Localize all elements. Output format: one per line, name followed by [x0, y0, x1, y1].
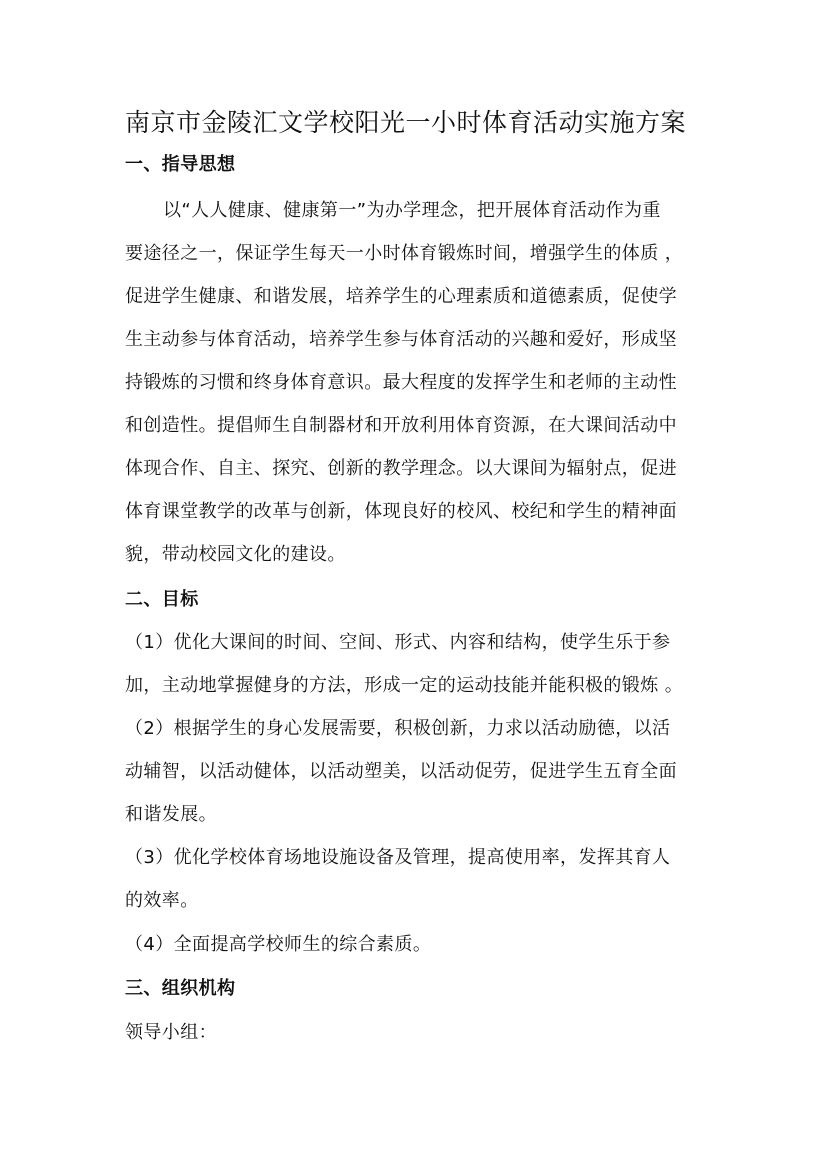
paragraph-line: 要途径之一，保证学生每天一小时体育锻炼时间，增强学生的体质 ，	[125, 243, 684, 264]
section-heading-organization: 三、组织机构	[125, 978, 236, 999]
goal-line: 加，主动地掌握健身的方法，形成一定的运动技能并能积极的锻炼 。	[125, 675, 684, 696]
paragraph-line: 貌，带动校园文化的建设。	[125, 544, 346, 565]
paragraph-line: 促进学生健康、和谐发展，培养学生的心理素质和道德素质，促使学	[125, 286, 677, 307]
section-heading-goals: 二、目标	[125, 589, 199, 610]
paragraph-line: 体育课堂教学的改革与创新，体现良好的校风、校纪和学生的精神面	[125, 501, 677, 522]
paragraph-line: 持锻炼的习惯和终身体育意识。最大程度的发挥学生和老师的主动性	[125, 372, 677, 393]
goal-line: 的效率。	[125, 890, 199, 911]
paragraph-line: 以“人人健康、健康第一”为办学理念，把开展体育活动作为重	[163, 200, 661, 221]
goal-line: 动辅智，以活动健体，以活动塑美，以活动促劳，促进学生五育全面	[125, 761, 677, 782]
goal-line: （3）优化学校体育场地设施设备及管理，提高使用率，发挥其育人	[125, 847, 671, 868]
goal-line: （1）优化大课间的时间、空间、形式、内容和结构，使学生乐于参	[125, 632, 671, 653]
goal-line: （4）全面提高学校师生的综合素质。	[125, 934, 432, 955]
section-heading-guiding-ideology: 一、指导思想	[125, 154, 236, 175]
goal-line: 和谐发展。	[125, 804, 217, 825]
paragraph-line: 和创造性。提倡师生自制器材和开放利用体育资源，在大课间活动中	[125, 415, 677, 436]
document-title: 南京市金陵汇文学校阳光一小时体育活动实施方案	[125, 108, 687, 137]
leadership-group-label: 领导小组：	[125, 1022, 217, 1043]
paragraph-line: 生主动参与体育活动，培养学生参与体育活动的兴趣和爱好，形成坚	[125, 329, 677, 350]
paragraph-line: 体现合作、自主、探究、创新的教学理念。以大课间为辐射点，促进	[125, 458, 677, 479]
goal-line: （2）根据学生的身心发展需要，积极创新，力求以活动励德，以活	[125, 718, 671, 739]
